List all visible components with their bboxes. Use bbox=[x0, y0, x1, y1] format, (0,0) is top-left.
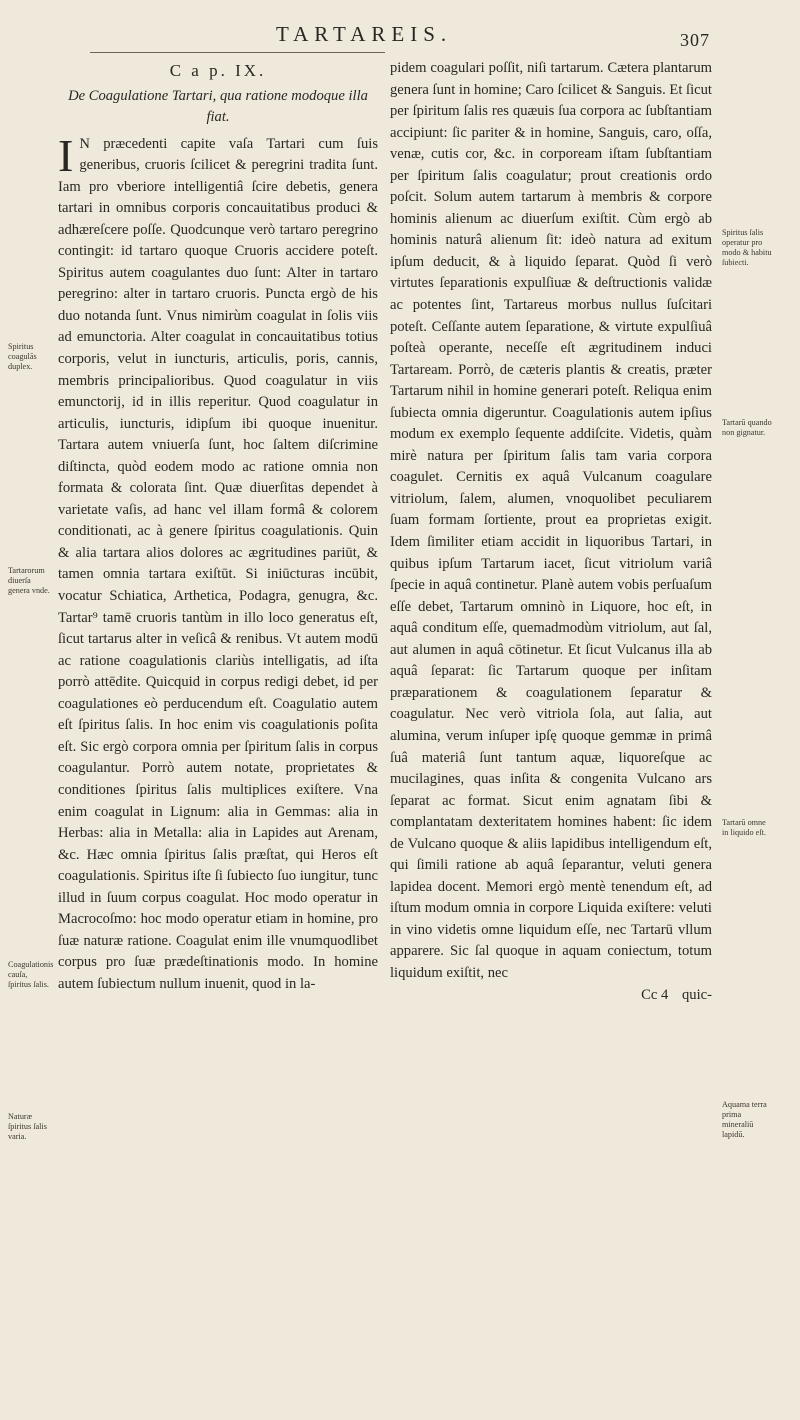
left-column bbox=[58, 60, 378, 995]
margin-note-left: Coagulationis cauſa, ſpiritus ſalis. bbox=[8, 960, 54, 989]
margin-note-left: Spiritus coagulās duplex. bbox=[8, 342, 37, 371]
left-text: N præcedenti capite vaſa Tartari cum ſuis generibus, cruoris ſcilicet & peregrini tradita ſunt. Iam pro vberiore intelligentiâ ſcire debetis, genera tartari in omnibus corporis concauitatibus produci & adhæreſcere poſſe. Quodcunque verò tartaro peregrino contingit: id tartaro quoque Cruoris accidere poteſt. Spiritus autem coagulantes duo ſunt: Alter in tartaro peregrino: alter in tartaro cruoris. Puncta ergò de his duo notanda ſunt. Vnus nimirùm coagulat in ſolis viis ad emunctoria. Alter coagulat in concauitatibus totius corporis, velut in iuncturis, articulis, poris, cannis, membris principalioribus. Quod coagulatur in viis emunctorij, id in illis reperitur. Quod coagulatur in articulis, iuncturis, idipſum ibi quoque inuenitur. Tartara autem vniuerſa ſunt, hoc ſaltem diſcrimine diſtincta, quòd eodem modo ac ratione omnia non formata & colorata ſint. Quæ diuerſitas dependet à varietate vaſis, ad hanc vel illam formâ & colorem conditionati, ac à genere ſpiritus coagulationis. Quin & alia tartara alios dolores ac ægritudines pariūt, & tamen omnia tartara exiſtūt. Si iniūcturas incūbit, vocatur Schiatica, Arthetica, Podagra, genugra, &c. Tartar⁹ tamē cruoris tantùm in illo loco generatus eſt, ſicut tartarus alter in veſicâ & renibus. Vt autem modū ac ratione coagulationis clariùs intelligatis, ad iſta porrò attēdite. Quicquid in corpus redigi debet, id per coagulationes eò perducendum eſt. Coagulatio autem eſt ſpiritus ſalis. In hoc enim vis coagulationis poſita eſt. Sic ergò corpora omnia per ſpiritum ſalis in corpus coagulantur. Porrò autem notate, proprietates & conditiones ſpiritus ſalis multiplices exiſtere. Vna enim coagulat in Lignum: alia in Gemmas: alia in Herbas: alia in Metalla: alia in Lapides aut Arenam, &c. Hæc omnia ſpiritus ſalis præſtat, qui Heros eſt coagulationis. Spiritus iſte ſi ſubiecto ſuo iungitur, tunc illud in ſuum corpus coagulat. Hoc modo operatur in Macrocoſmo: hoc modo operatur etiam in homine, pro ſuæ naturæ ratione. Coagulat enim ille vnumquodlibet corpus pro ſuæ prædeſtinationis modo. In homine autem ſubiectum nullum inuenit, quod in la- bbox=[58, 135, 378, 992]
running-title: TARTAREIS. bbox=[276, 22, 453, 46]
margin-note-right: Spiritus ſalis operatur pro modo & habitu ſubiecti. bbox=[722, 228, 772, 267]
chapter-heading: C a p. IX. bbox=[169, 61, 267, 80]
catchword: quic- bbox=[682, 986, 712, 1003]
left-body-text bbox=[58, 129, 378, 996]
margin-note-left: Tartarorum diuerſa genera vnde. bbox=[8, 566, 50, 595]
header-rule bbox=[90, 52, 385, 53]
right-column bbox=[390, 58, 712, 1006]
margin-note-right: Tartarū omne in liquido eſt. bbox=[722, 818, 766, 837]
drop-cap: I bbox=[58, 129, 74, 181]
page-footer bbox=[390, 985, 712, 1007]
margin-note-left: Naturæ ſpiritus ſalis varia. bbox=[8, 1112, 47, 1141]
signature-mark: Cc 4 bbox=[641, 986, 669, 1003]
page-number: 307 bbox=[680, 30, 710, 50]
margin-note-right: Aquama terra prima mineraliū lapidū. bbox=[722, 1100, 767, 1139]
chapter-subtitle: De Coagulatione Tartari, qua ratione modoque illa fiat. bbox=[68, 87, 368, 125]
margin-note-right: Tartarū quando non gignatur. bbox=[722, 418, 772, 437]
right-body-text: pidem coagulari poſſit, niſi tartarum. Cætera plantarum genera ſunt in homine; Caro ſcilicet & Sanguis. Et ſicut per ſpiritum ſalis res quæuis ſua corpora ac ſubſtantiam accipiunt: ſic pariter & in homine, Sanguis, caro, oſſa, venæ, cutis cor, &c. in corpoream iſtam ſubſtantiam per ſpiritum ſalis coagulatur; prout creationis ordo poſcit. Solum autem tartarum à membris & corpore hominis alienum ac diuerſum exiſtit. Cùm ergò ab hominis naturâ alienum ſit: ideò natura ad exitum ipſum deducit, & à liquido ſeparat. Quòd ſi verò virtutes ſeparationis expulſiuæ & deſtructionis validæ ac potentes ſint, Tartareus morbus nullus ſuſcitari poteſt. Ceſſante autem ſeparatione, & virtute expulſiuâ poſteà operante, neceſſe eſt ægritudinem induci Tartaream. Porrò, de cæteris plantis & creatis, præter Tartarum nihil in homine generari poteſt. Reliqua enim ſubiecta omnia digeruntur. Coagulationis autem ipſius modum ex exemplo ſequente addiſcite. Videtis, quàm mirè natura per ſpiritum ſalis tam varia corpora coagulet. Cernitis ex aquâ Vulcanum coagulare vitriolum, ſalem, alumen, vnoquolibet peculiarem ſuam formam ſortiente, prout ea proprietas exigit. Idem ſimiliter etiam accidit in liquoribus Tartari, in quibus ipſum Tartarum iacet, ſicut vitriolum variâ ſpecie in aquâ continetur. Planè autem vobis perſuaſum eſſe debet, Tartarum omninò in Liquore, hoc eſt, in aquâ conditum eſſe, quemadmodùm vitriolum, aut ſal, aut alumen in aquâ cōtinetur. Et ſicut Vulcanus illa ab aquâ ſeparat: ſic Tartarum quoque per inſitam præparationem & coagulationem ſeparatur & coagulatur. Nec verò vitriola ſola, aut ſalia, aut alumina, verum inſuper ipſę quoque gemmæ in primâ ſuâ materiâ ſunt tantum aquæ, liquoreſque ac mucilagines, quas inſita & congenita Vulcano ars ſeparat ac format. Sicut enim agnatam ſibi & complantatam dexteritatem homines habent: ſic idem de Vulcano quoque & aliis lapidibus intelligendum eſt, qui ſimili ratione ab aquâ ſeparantur, veluti genera lapidea docent. Memori ergò mentè tenendum eſt, ad iſtum modum omnia in corpore Liquida exiſtere: veluti in vino videtis omne liquidum eſſe, nec Tartarū vllum apparere. Sic ſal quoque in aquam coniectum, totum liquidum exiſtit, nec bbox=[390, 60, 712, 981]
